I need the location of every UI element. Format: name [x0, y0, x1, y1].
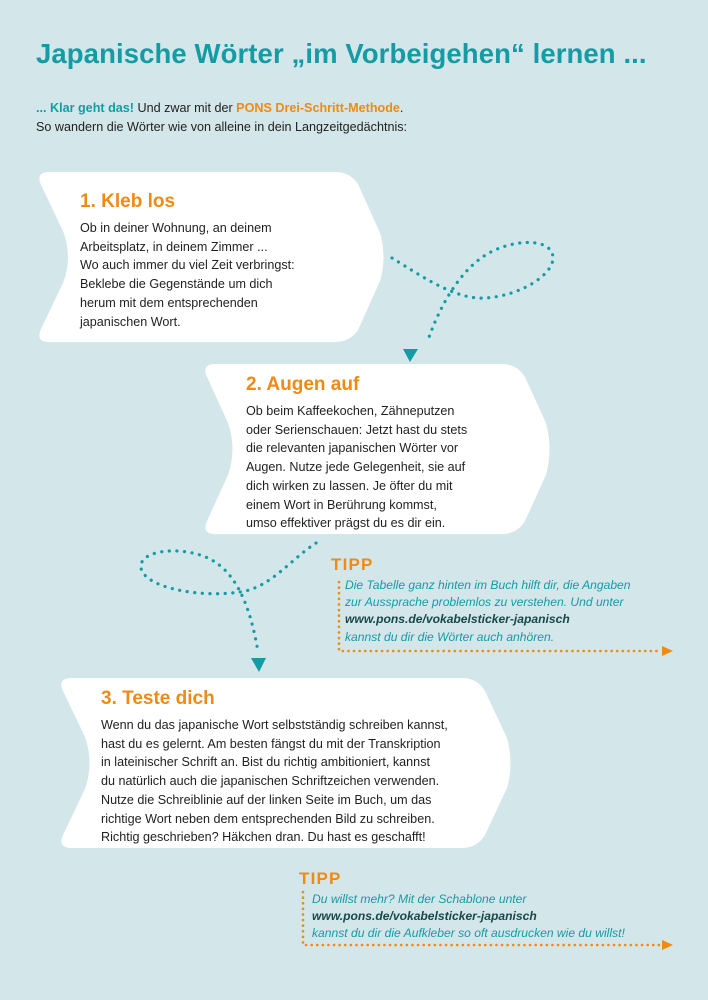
step-3-line: du natürlich auch die japanischen Schriftzeichen verwenden.	[101, 774, 440, 789]
tip-2-label: TIPP	[299, 869, 342, 888]
step-1-title: 1. Kleb los	[80, 191, 176, 212]
step-1-line: japanischen Wort.	[80, 314, 181, 329]
tip-2-line: Du willst mehr? Mit der Schablone unter	[312, 892, 527, 906]
tip-1-line: Die Tabelle ganz hinten im Buch hilft dir, die Angaben	[345, 578, 631, 592]
intro-text-a: Und zwar mit der	[133, 101, 237, 115]
step-2-line: dich wirken zu lassen. Je öfter du mit	[246, 478, 453, 493]
step-2-line: Augen. Nutze jede Gelegenheit, sie auf	[246, 460, 466, 475]
step-2-line: einem Wort in Berührung kommst,	[246, 497, 437, 512]
step-3-line: Richtig geschrieben? Häkchen dran. Du hast es geschafft!	[101, 830, 426, 845]
step-3-title: 3. Teste dich	[101, 688, 215, 709]
tip-1-text	[345, 577, 631, 646]
tip-1-line: zur Aussprache problemlos zu verstehen. Und unter	[345, 595, 624, 610]
step-2-text	[246, 402, 467, 533]
step-3-text	[101, 716, 448, 847]
step-3-line: hast du es gelernt. Am besten fängst du mit der Transkription	[101, 736, 441, 751]
step-1-line: Wo auch immer du viel Zeit verbringst:	[80, 258, 295, 273]
step-2-line: die relevanten japanischen Wörter vor	[246, 441, 459, 456]
step-2-line: Ob beim Kaffeekochen, Zähneputzen	[246, 404, 455, 418]
tip-2-line: kannst du dir die Aufkleber so oft ausdrucken wie du willst!	[312, 926, 625, 941]
intro-line-2: So wandern die Wörter wie von alleine in dein Langzeitgedächtnis:	[36, 120, 408, 134]
step-3-line: in lateinischer Schrift an. Bist du richtig ambitioniert, kannst	[101, 755, 430, 770]
intro-claim: ... Klar geht das!	[36, 101, 134, 115]
tip-2-text	[312, 891, 625, 943]
tip-2-url: www.pons.de/vokabelsticker-japanisch	[312, 909, 537, 924]
page-title: Japanische Wörter „im Vorbeigehen“ lernen ...	[36, 38, 647, 69]
tip-1-url: www.pons.de/vokabelsticker-japanisch	[345, 612, 570, 627]
tip-1-line: kannst du dir die Wörter auch anhören.	[345, 629, 555, 644]
step-3-line: Nutze die Schreiblinie auf der linken Seite im Buch, um das	[101, 792, 432, 807]
step-3-line: Wenn du das japanische Wort selbstständig schreiben kannst,	[101, 718, 448, 732]
step-2-title: 2. Augen auf	[246, 374, 360, 395]
method-name: PONS Drei-Schritt-Methode	[236, 101, 400, 115]
tip-1-label: TIPP	[331, 555, 374, 574]
step-2-line: oder Serienschauen: Jetzt hast du stets	[246, 422, 468, 437]
intro-text-b: .	[399, 101, 404, 115]
step-3-line: richtige Wort neben dem entsprechenden Bild zu schreiben.	[101, 811, 435, 826]
dotted-loop-arrow-icon	[141, 543, 316, 672]
step-1-text	[80, 219, 295, 331]
step-2-line: umso effektiver prägst du es dir ein.	[246, 516, 446, 531]
step-1-line: Ob in deiner Wohnung, an deinem	[80, 221, 272, 235]
step-1-line: herum mit dem entsprechenden	[80, 295, 258, 310]
dotted-loop-arrow-icon	[392, 242, 553, 362]
step-1-line: Arbeitsplatz, in deinem Zimmer ...	[80, 239, 268, 254]
step-1-line: Beklebe die Gegenstände um dich	[80, 277, 273, 292]
